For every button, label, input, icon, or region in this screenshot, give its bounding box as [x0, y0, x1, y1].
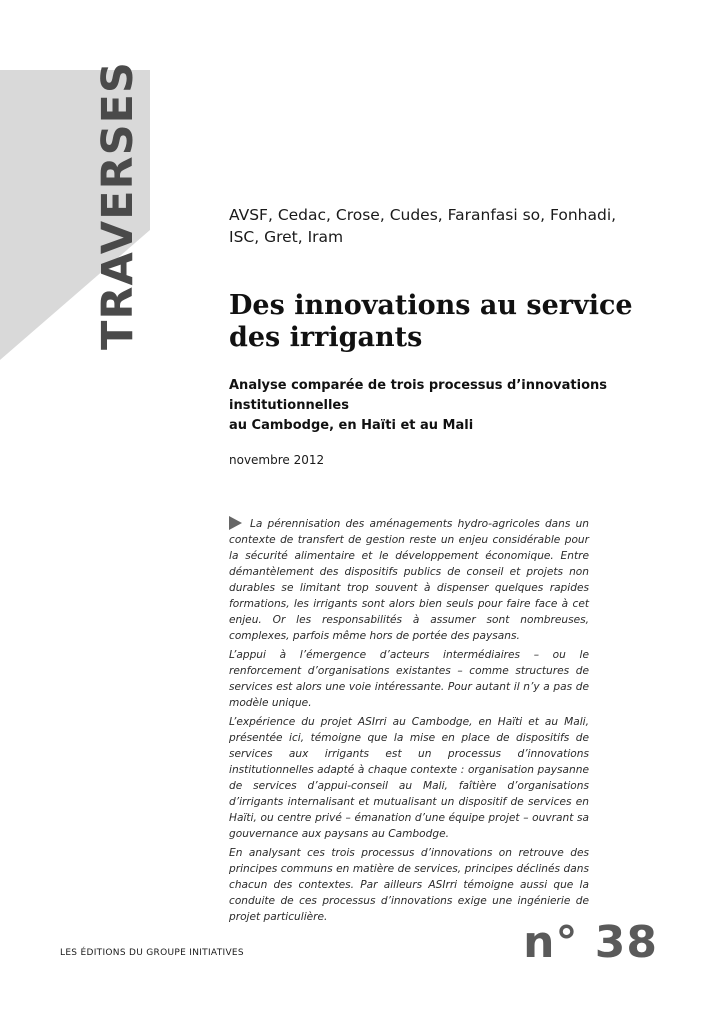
abstract-paragraph: En analysant ces trois processus d’innovations on retrouve des principes communs en matière de services, principes déclinés dans chacun des contextes. Par ailleurs ASIrri témoigne aussi que la conduite de ces processus d’innovations exige une ingénierie de projet particulière. [229, 847, 589, 923]
abstract-paragraph-text: La pérennisation des aménagements hydro-agricoles dans un contexte de transfert de gestion reste un enjeu considérable pour la sécurité alimentaire et le développement économique. Entre démantèlement des dispositifs publics de conseil et projets non durables se limitant trop souvent à dispenser quelques rapides formations, les irrigants sont alors bien seuls pour faire face à cet enjeu. Or les responsabilités à assumer sont nombreuses, complexes, parfois même hors de portée des paysans. [229, 518, 589, 642]
abstract-paragraph [229, 516, 589, 644]
authors-line: AVSF, Cedac, Crose, Cudes, Faranfasi so, Fonhadi, [229, 206, 617, 224]
authors-line: ISC, Gret, Iram [229, 228, 344, 246]
abstract-paragraph: L’expérience du projet ASIrri au Cambodge, en Haïti et au Mali, présentée ici, témoigne que la mise en place de dispositifs de services aux irrigants est un processus d’innovations institutionnelles adapté à chaque contexte : organisation paysanne de services d’appui-conseil au Mali, faîtière d’organisations d’irrigants internalisant et mutualisant un dispositif de services en Haïti, ou centre privé – émanation d’une équipe projet – ouvrant sa gouvernance aux paysans au Cambodge. [229, 716, 589, 840]
abstract-paragraph: L’appui à l’émergence d’acteurs intermédiaires – ou le renforcement d’organisations existantes – comme structures de services est alors une voie intéressante. Pour autant il n’y a pas de modèle unique. [229, 649, 589, 709]
publication-date: novembre 2012 [229, 453, 325, 467]
triangle-bullet-icon [229, 516, 242, 530]
series-title [93, 60, 143, 350]
authors [229, 204, 649, 248]
title-line: des irrigants [229, 322, 423, 353]
page-title [229, 290, 669, 354]
series-title-text: TRAVERSES [93, 61, 143, 350]
subtitle-line: Analyse comparée de trois processus d’innovations institutionnelles [229, 378, 608, 413]
abstract [229, 516, 589, 928]
title-line: Des innovations au service [229, 290, 633, 321]
subtitle [229, 376, 669, 436]
issue-number: n° 38 [523, 917, 658, 968]
publisher: LES ÉDITIONS DU GROUPE INITIATIVES [60, 948, 244, 958]
subtitle-line: au Cambodge, en Haïti et au Mali [229, 418, 474, 433]
